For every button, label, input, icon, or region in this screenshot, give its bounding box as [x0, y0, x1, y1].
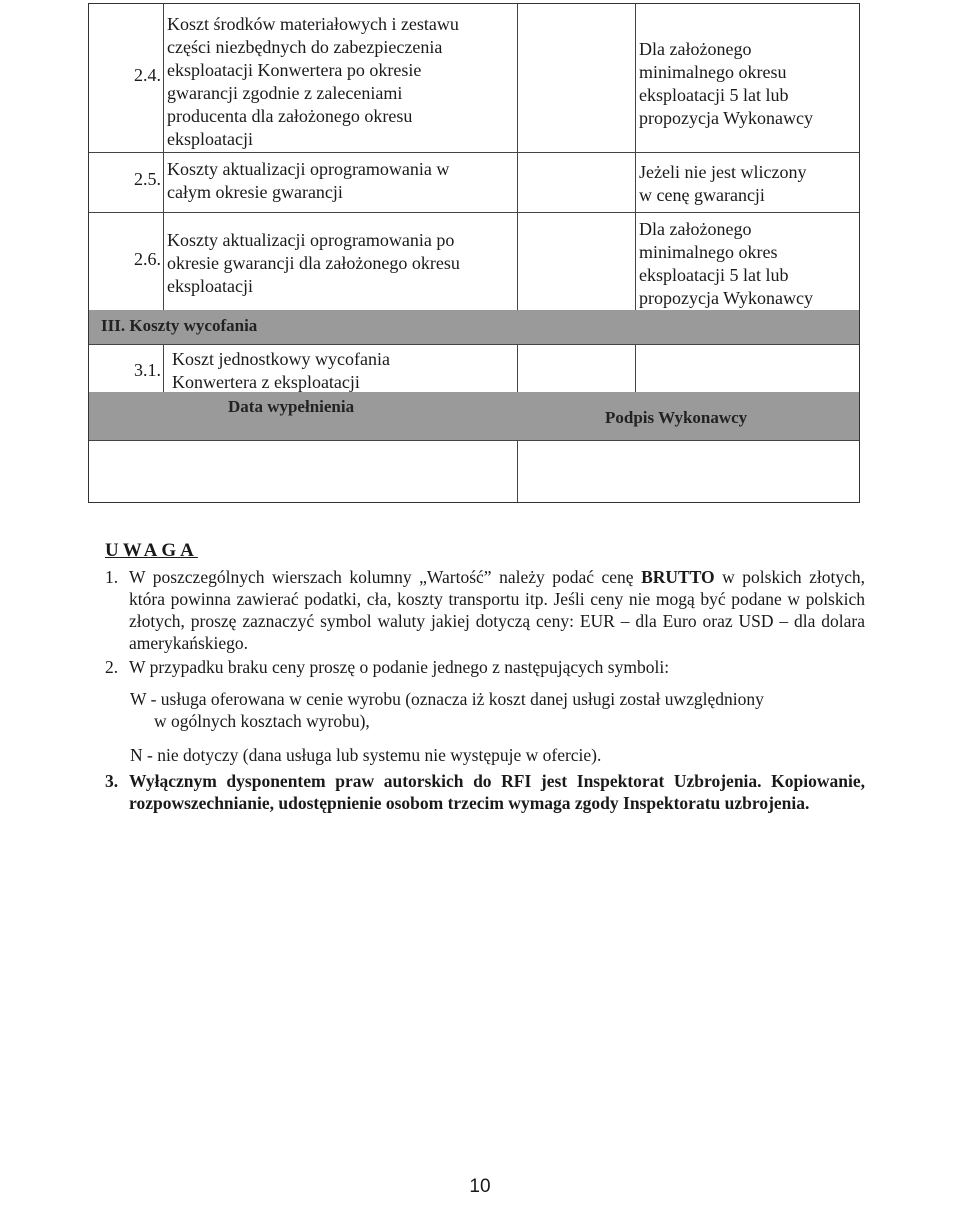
note-number: 2.: [105, 657, 119, 677]
row-number: 3.1.: [134, 360, 161, 380]
col-divider: [163, 344, 164, 392]
row-description: Koszt środków materiałowych i zestawu części niezbędnych do zabezpieczenia eksploatacji Konwertera po okresie gwarancji zgodnie z zaleceniami producenta dla założonego okresu eksploatacji: [167, 14, 459, 149]
col-divider: [163, 4, 164, 310]
note-text: Wyłącznym dysponentem praw autorskich do RFI jest Inspektorat Uzbrojenia. Kopiowanie, rozpowszechnianie, udostępnienie osobom trzecim wymaga zgody Inspektoratu uzbrojenia.: [129, 771, 865, 813]
col-divider: [517, 440, 518, 502]
notes-section: [105, 540, 865, 814]
note-text: W przypadku braku ceny proszę o podanie jednego z następujących symboli:: [129, 657, 670, 677]
note-emphasis: BRUTTO: [641, 567, 715, 587]
row-number: 2.6.: [134, 249, 161, 269]
symbol-n-text: N - nie dotyczy (dana usługa lub systemu nie występuje w ofercie).: [130, 745, 602, 765]
note-number: 1.: [105, 567, 119, 587]
date-field[interactable]: [89, 441, 516, 501]
row-number: 2.4.: [134, 65, 161, 85]
row-description: Koszty aktualizacji oprogramowania po okresie gwarancji dla założonego okresu eksploatacji: [167, 230, 460, 296]
symbol-n: [105, 744, 865, 766]
col-divider: [635, 344, 636, 392]
signature-header: Podpis Wykonawcy: [605, 408, 748, 427]
row-note: Dla założonego minimalnego okresu eksploatacji 5 lat lub propozycja Wykonawcy: [639, 39, 814, 128]
row-number: 2.5.: [134, 169, 161, 189]
row-description: Koszty aktualizacji oprogramowania w całym okresie gwarancji: [167, 159, 450, 202]
note-number: 3.: [105, 771, 119, 791]
col-divider: [517, 4, 518, 310]
row-note: Jeżeli nie jest wliczony w cenę gwarancji: [639, 162, 807, 205]
date-header: Data wypełnienia: [228, 397, 355, 416]
col-divider: [635, 4, 636, 310]
symbol-w-text: W - usługa oferowana w cenie wyrobu (oznacza iż koszt danej usługi został uwzględniony: [130, 689, 764, 709]
note-text: w polskich złotych, która powinna zawierać podatki, cła, koszty transportu itp. Jeśli ceny nie mogą być podane w polskich złotych, proszę zaznaczyć symbol waluty jakiej dotyczą ceny: EUR – dla Euro oraz USD – dla dolara amerykańskiego.: [129, 567, 865, 653]
signature-field[interactable]: [519, 441, 857, 501]
section-header: III. Koszty wycofania: [101, 316, 258, 335]
row-divider: [89, 212, 859, 213]
note-item-1: [105, 566, 865, 654]
row-description: Koszt jednostkowy wycofania Konwertera z eksploatacji: [172, 349, 390, 392]
row-divider: [89, 344, 859, 345]
notes-heading: UWAGA: [105, 540, 198, 561]
row-divider: [89, 152, 859, 153]
note-text: W poszczególnych wierszach kolumny „Wartość” należy podać cenę: [129, 567, 642, 587]
symbol-w-continuation: w ogólnych kosztach wyrobu),: [154, 711, 370, 731]
cost-table: [88, 3, 860, 503]
col-divider: [517, 344, 518, 392]
note-item-3: [105, 770, 865, 814]
symbol-w: [105, 688, 865, 732]
page-number: 10: [469, 1176, 491, 1197]
note-item-2: [105, 656, 865, 678]
row-note: Dla założonego minimalnego okres eksploatacji 5 lat lub propozycja Wykonawcy: [639, 219, 814, 308]
